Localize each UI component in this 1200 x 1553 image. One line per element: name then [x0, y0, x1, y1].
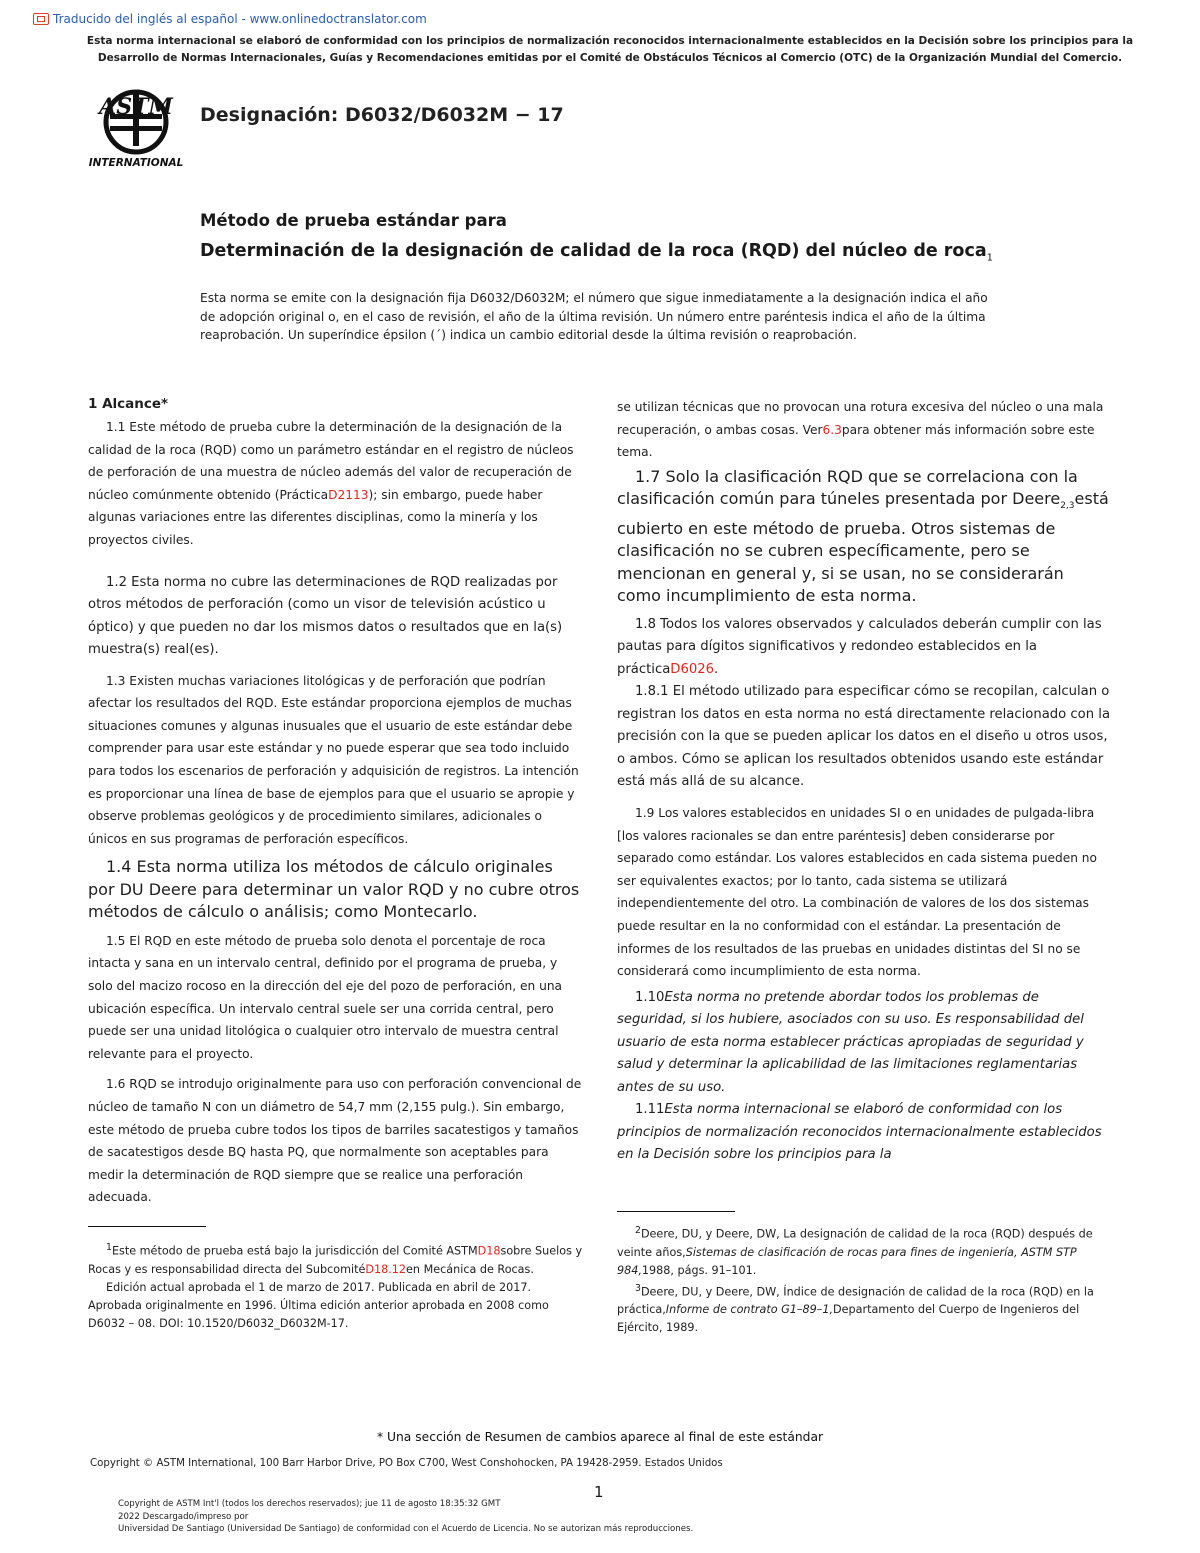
para-1-11 — [617, 1099, 1112, 1167]
para-1-7-text-b: está cubierto en este método de prueba. Otros sistemas de clasificación no se cubren específicamente, pero se mencionan en general y, si se usan, no se considerarán como incumplimiento de esta norma. — [617, 489, 1109, 606]
notice-line-2: Desarrollo de Normas Internacionales, Guías y Recomendaciones emitidas por el Comité de Obstáculos Técnicos al Comercio (OTC) de la Organización Mundial del Comercio. — [97, 52, 1123, 64]
footnote-2-marker: 2 — [635, 1225, 641, 1236]
footnote-1-text: Este método de prueba está bajo la jurisdicción del Comité ASTM — [111, 1244, 478, 1258]
para-1-6-cont-end: para obtener más información sobre este tema. — [617, 422, 1095, 460]
para-1-8-1: 1.8.1 El método utilizado para especificar cómo se recopilan, calculan o registran los datos en esta norma no está directamente relacionado con la precisión con la que se pueden aplicar los datos en el diseño u otros usos, o ambos. Cómo se aplican los resultados obtenidos usando este estándar está más allá de su alcance. — [617, 684, 1111, 790]
copyright-line: Copyright © ASTM International, 100 Barr Harbor Drive, PO Box C700, West Conshohocken, PA 19428-2959. Estados Unidos — [90, 1458, 723, 1469]
footnote-divider-right — [617, 1211, 735, 1212]
para-1-6-cont — [617, 396, 1112, 464]
section-heading-scope: 1 Alcance* — [88, 396, 169, 412]
para-1-6: 1.6 RQD se introdujo originalmente para uso con perforación convencional de núcleo de tamaño N con un diámetro de 54,7 mm (2,155 pulg.). Sin embargo, este método de prueba cubre todos los tipos de barriles sacatestigos y tamaños de sacatestigos desde BQ hasta PQ, que normalmente son aceptables para medir la determinación de RQD siempre que se realice una perforación adecuada. — [88, 1077, 582, 1205]
footnote-1-text-c: en Mecánica de Rocas. — [406, 1262, 534, 1276]
footnote-divider-left — [88, 1226, 206, 1227]
translation-banner-text[interactable]: Traducido del inglés al español - www.onlinedoctranslator.com — [53, 12, 427, 26]
footnote-1-edition: Edición actual aprobada el 1 de marzo de 2017. Publicada en abril de 2017. Aprobada originalmente en 1996. Última edición anterior aprobada en 2008 como D6032 – 08. DOI: 10.1520/D6032_D6032M-17. — [88, 1280, 549, 1330]
logo-text: ASTM — [99, 94, 173, 120]
title-line-2 — [200, 241, 993, 264]
para-1-10-text: Esta norma no pretende abordar todos los problemas de seguridad, si los hubiere, asociados con su uso. Es responsabilidad del usuario de esta norma establecer prácticas apropiadas de seguridad y salud y determinar la aplicabilidad de las limitaciones reglamentarias antes de su uso. — [617, 989, 1084, 1095]
right-column — [617, 396, 1112, 1167]
footnote-3-marker: 3 — [635, 1282, 641, 1294]
para-1-3: 1.3 Existen muchas variaciones litológicas y de perforación que podrían afectar los resultados del RQD. Este estándar proporciona ejemplos de muchas situaciones comunes y algunas inusuales que el usuario de este estándar debe comprender para usar este estándar y no puede esperar que sea todo incluido para todos los escenarios de perforación y adquisición de registros. La intención es proporcionar una línea de base de ejemplos para que el usuario se apropie y observe problemas geológicos y de procedimiento similares, adicionales o únicos en sus programas de perforación específicos. — [88, 673, 579, 846]
issue-note: Esta norma se emite con la designación fija D6032/D6032M; el número que sigue inmediatamente a la designación indica el año de adopción original o, en el caso de revisión, el año de la última revisión. Un número entre paréntesis indica el año de la última reaprobación. Un superíndice épsilon (´) indica un cambio editorial desde la última revisión o reaprobación. — [200, 291, 988, 342]
page-number: 1 — [594, 1483, 604, 1501]
para-1-8-text: 1.8 Todos los valores observados y calculados deberán cumplir con las pautas para dígitos significativos y redondeo establecidos en la práctica — [617, 616, 1102, 677]
translate-icon — [33, 13, 49, 25]
para-1-1-end: ); sin embargo, puede haber algunas variaciones entre las diferentes disciplinas, como la minería y los proyectos civiles. — [88, 487, 543, 547]
title-main: Determinación de la designación de calidad de la roca (RQD) del núcleo de roca — [200, 241, 987, 261]
footnote-2 — [617, 1222, 1112, 1280]
para-1-11-number: 1.11 — [635, 1102, 665, 1118]
para-1-8 — [617, 614, 1112, 682]
download-notice — [118, 1498, 693, 1536]
footnote-ref-2-3[interactable]: 2,3 — [1060, 501, 1075, 512]
para-1-2: 1.2 Esta norma no cubre las determinaciones de RQD realizadas por otros métodos de perforación (como un visor de televisión acústico u óptico) y que pueden no dar los mismos datos o resultados que en la(s) muestra(s) real(es). — [88, 574, 563, 658]
title-footnote-ref[interactable]: 1 — [986, 252, 994, 264]
footnote-2-text: Deere, DU, y Deere, DW, La designación de calidad de la roca (RQD) después de veinte años, — [617, 1227, 1093, 1259]
para-1-6-cont-text: se utilizan técnicas que no provocan una rotura excesiva del núcleo o una mala recuperación, o ambas cosas. Ver — [617, 400, 1104, 437]
standards-notice — [60, 33, 1160, 67]
logo-subtext: INTERNATIONAL — [88, 157, 184, 169]
para-1-10-number: 1.10 — [635, 989, 665, 1005]
footnote-3 — [617, 1280, 1112, 1338]
link-d18[interactable]: D18 — [477, 1244, 501, 1258]
link-d18-12[interactable]: D18.12 — [365, 1262, 407, 1276]
para-1-7 — [617, 466, 1112, 608]
link-d2113[interactable]: D2113 — [328, 487, 369, 502]
footnote-1 — [88, 1239, 583, 1279]
footnote-1-text-b: sobre Suelos y Rocas y es responsabilidad directa del Subcomité — [88, 1244, 583, 1276]
footnote-3-end: Departamento del Cuerpo de Ingenieros del Ejército, 1989. — [617, 1303, 1080, 1335]
summary-of-changes-note: * Una sección de Resumen de cambios aparece al final de este estándar — [376, 1430, 824, 1444]
notice-line-1: Esta norma internacional se elaboró de conformidad con los principios de normalización reconocidos internacionalmente establecidos en la Decisión sobre los principios para la — [86, 35, 1134, 47]
para-1-10 — [617, 987, 1112, 1100]
para-1-11-text: Esta norma internacional se elaboró de conformidad con los principios de normalización reconocidos internacionalmente establecidos en la Decisión sobre los principios para la — [617, 1102, 1102, 1163]
para-1-4: 1.4 Esta norma utiliza los métodos de cálculo originales por DU Deere para determinar un valor RQD y no cubre otros métodos de cálculo o análisis; como Montecarlo. — [88, 857, 580, 922]
translation-banner[interactable] — [33, 12, 427, 26]
footnote-1-marker: 1 — [106, 1242, 112, 1253]
astm-logo — [88, 84, 188, 170]
link-6-3[interactable]: 6.3 — [822, 422, 842, 437]
footnotes-right — [617, 1222, 1112, 1337]
para-1-9: 1.9 Los valores establecidos en unidades SI o en unidades de pulgada-libra [los valores racionales se dan entre paréntesis] deben considerarse por separado como estándar. Los valores establecidos en cada sistema pueden no ser equivalentes exactos; por lo tanto, cada sistema se utilizará independientemente del otro. La combinación de valores de los dos sistemas puede resultar en la no conformidad con el estándar. La presentación de informes de los resultados de las pruebas en unidades distintas del SI no se considerará como incumplimiento de esta norma. — [617, 805, 1097, 979]
download-line-1: Copyright de ASTM Int'l (todos los derechos reservados); jue 11 de agosto 18:35:32 GMT — [118, 1499, 501, 1509]
download-line-3: Universidad De Santiago (Universidad De Santiago) de conformidad con el Acuerdo de Licencia. No se autorizan más reproducciones. — [118, 1524, 694, 1535]
left-column — [88, 396, 583, 1209]
footnote-2-italic: Sistemas de clasificación de rocas para fines de ingeniería, ASTM STP 984, — [617, 1245, 1077, 1277]
footnote-3-italic: Informe de contrato G1–89–1, — [665, 1303, 834, 1317]
footnotes-left — [88, 1239, 583, 1333]
para-1-8-end: . — [714, 661, 719, 677]
para-1-5: 1.5 El RQD en este método de prueba solo denota el porcentaje de roca intacta y sana en un intervalo central, definido por el programa de prueba, y solo del macizo rocoso en la dirección del eje del pozo de perforación, en una ubicación específica. Un intervalo central suele ser una corrida central, pero puede ser una unidad litológica o cualquier otro intervalo de muestra central relevante para el proyecto. — [88, 933, 563, 1061]
title-line-1: Método de prueba estándar para — [200, 211, 507, 230]
para-1-1 — [88, 416, 583, 552]
designation: Designación: D6032/D6032M − 17 — [200, 104, 564, 126]
footnote-2-end: 1988, págs. 91–101. — [641, 1263, 757, 1277]
para-1-1-text: 1.1 Este método de prueba cubre la determinación de la designación de la calidad de la roca (RQD) como un parámetro estándar en el registro de núcleos de perforación de una muestra de núcleo además del valor de recuperación de núcleo comúnmente obtenido (Práctica — [88, 420, 574, 502]
link-d6026[interactable]: D6026 — [670, 661, 715, 677]
download-line-2: 2022 Descargado/impreso por — [118, 1511, 249, 1522]
footnote-3-text: Deere, DU, y Deere, DW, Índice de designación de calidad de la roca (RQD) en la práctica, — [617, 1285, 1094, 1317]
para-1-7-text: 1.7 Solo la clasificación RQD que se correlaciona con la clasificación común para túneles presentada por Deere — [617, 466, 1078, 509]
